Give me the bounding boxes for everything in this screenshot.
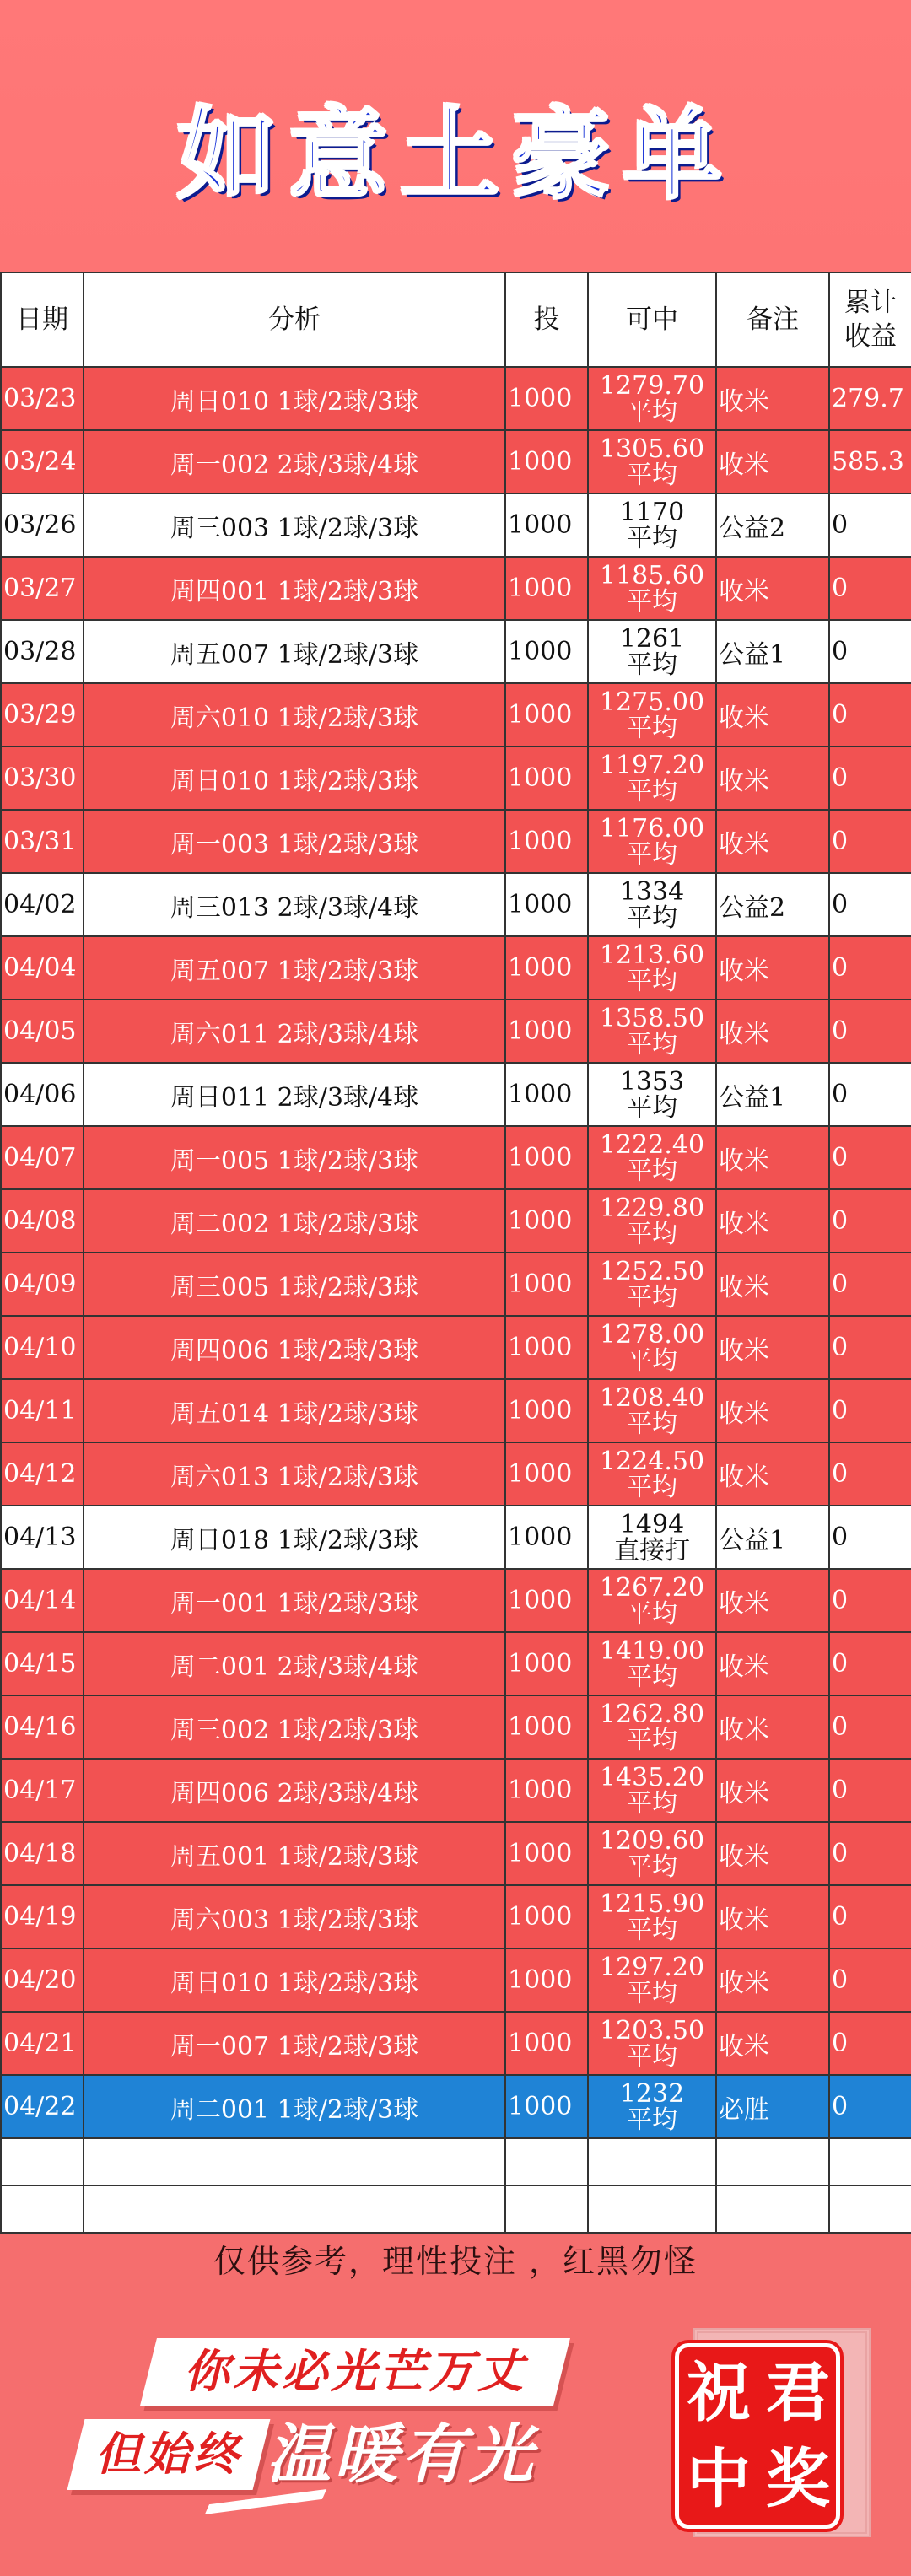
table-row	[1, 810, 911, 873]
row-date: 03/29	[1, 683, 84, 746]
row-win	[588, 1063, 716, 1126]
row-win-amount: 1494	[619, 1509, 685, 1539]
table-row	[1, 1695, 911, 1759]
row-invest: 1000	[505, 1189, 588, 1253]
row-note: 收米	[716, 1885, 829, 1948]
row-win-amount: 1213.60	[599, 940, 705, 970]
row-win-method: 平均	[627, 713, 677, 743]
row-invest: 1000	[505, 557, 588, 620]
row-win	[588, 2012, 716, 2075]
empty-cell	[84, 2185, 505, 2233]
row-note: 公益1	[716, 1063, 829, 1126]
row-date: 04/09	[1, 1253, 84, 1316]
row-win	[588, 1442, 716, 1506]
row-note: 收米	[716, 936, 829, 1000]
row-win	[588, 1126, 716, 1189]
row-win-method: 平均	[627, 1598, 677, 1629]
row-win-method: 直接打	[614, 1535, 690, 1566]
row-win-method: 平均	[627, 1662, 677, 1692]
row-win-amount: 1232	[619, 2078, 685, 2109]
row-cumulative: 0	[829, 1506, 911, 1569]
row-win	[588, 1000, 716, 1063]
row-win	[588, 1695, 716, 1759]
row-win-method: 平均	[627, 1788, 677, 1819]
row-win-method: 平均	[627, 1851, 677, 1882]
row-invest: 1000	[505, 1632, 588, 1695]
row-win-method: 平均	[627, 776, 677, 806]
row-win	[588, 1189, 716, 1253]
empty-cell	[505, 2138, 588, 2185]
row-date: 03/31	[1, 810, 84, 873]
row-note: 收米	[716, 746, 829, 810]
row-win-method: 平均	[627, 1472, 677, 1502]
row-win-amount: 1297.20	[599, 1952, 705, 1982]
table-row	[1, 1000, 911, 1063]
row-date: 04/15	[1, 1632, 84, 1695]
row-note: 收米	[716, 1632, 829, 1695]
row-note: 收米	[716, 810, 829, 873]
table-row	[1, 557, 911, 620]
table-row	[1, 683, 911, 746]
row-date: 04/11	[1, 1379, 84, 1442]
row-analysis: 周五007 1球/2球/3球	[84, 936, 505, 1000]
table-row	[1, 620, 911, 683]
header-banner	[0, 0, 911, 272]
row-invest: 1000	[505, 1442, 588, 1506]
row-win-amount: 1275.00	[599, 687, 705, 717]
row-win	[588, 493, 716, 557]
table-row	[1, 1632, 911, 1695]
slogan-line1: 你未必光芒万丈	[184, 2345, 526, 2398]
row-analysis: 周一002 2球/3球/4球	[84, 430, 505, 493]
disclaimer-text: 仅供参考，理性投注 ，红黑勿怪	[213, 2243, 698, 2280]
row-note: 收米	[716, 367, 829, 430]
row-invest: 1000	[505, 1506, 588, 1569]
row-cumulative: 0	[829, 1316, 911, 1379]
row-win	[588, 620, 716, 683]
slogan-line2a: 但始终	[95, 2428, 242, 2481]
row-date: 04/08	[1, 1189, 84, 1253]
row-cumulative: 0	[829, 1253, 911, 1316]
row-win	[588, 1506, 716, 1569]
row-win-method: 平均	[627, 1409, 677, 1439]
row-win	[588, 2075, 716, 2138]
row-note: 收米	[716, 2012, 829, 2075]
row-win	[588, 1885, 716, 1948]
row-analysis: 周三002 1球/2球/3球	[84, 1695, 505, 1759]
row-note: 收米	[716, 683, 829, 746]
row-cumulative: 0	[829, 1189, 911, 1253]
table-row	[1, 746, 911, 810]
row-note: 收米	[716, 1316, 829, 1379]
row-analysis: 周一001 1球/2球/3球	[84, 1569, 505, 1632]
row-cumulative: 0	[829, 1063, 911, 1126]
row-date: 04/21	[1, 2012, 84, 2075]
record-table	[0, 272, 911, 2234]
table-row	[1, 430, 911, 493]
row-invest: 1000	[505, 430, 588, 493]
seal-stamp	[675, 2343, 840, 2529]
table-row	[1, 1063, 911, 1126]
row-date: 04/17	[1, 1759, 84, 1822]
row-invest: 1000	[505, 620, 588, 683]
row-analysis: 周一007 1球/2球/3球	[84, 2012, 505, 2075]
empty-cell	[84, 2138, 505, 2185]
slogan-area	[0, 2294, 911, 2576]
row-cumulative: 0	[829, 873, 911, 936]
row-win-amount: 1224.50	[599, 1446, 705, 1476]
row-win-method: 平均	[627, 2104, 677, 2135]
row-win-method: 平均	[627, 1092, 677, 1123]
row-analysis: 周三003 1球/2球/3球	[84, 493, 505, 557]
row-date: 03/28	[1, 620, 84, 683]
row-win-amount: 1197.20	[599, 750, 705, 780]
row-invest: 1000	[505, 1569, 588, 1632]
table-row	[1, 1759, 911, 1822]
row-win	[588, 1379, 716, 1442]
row-note: 收米	[716, 1442, 829, 1506]
seal-char: 君	[766, 2355, 830, 2430]
slogan-line2b: 温暖有光	[267, 2417, 536, 2492]
table-row-empty	[1, 2185, 911, 2233]
row-note: 收米	[716, 1822, 829, 1885]
row-date: 04/05	[1, 1000, 84, 1063]
row-cumulative: 0	[829, 1948, 911, 2012]
row-win-amount: 1305.60	[599, 434, 705, 464]
row-invest: 1000	[505, 1885, 588, 1948]
table-row	[1, 1379, 911, 1442]
row-date: 04/12	[1, 1442, 84, 1506]
row-win-method: 平均	[627, 1725, 677, 1755]
row-win-amount: 1229.80	[599, 1193, 705, 1223]
row-cumulative: 0	[829, 746, 911, 810]
row-analysis: 周二001 1球/2球/3球	[84, 2075, 505, 2138]
table-row	[1, 1126, 911, 1189]
column-header-analysis: 分析	[84, 272, 505, 367]
row-win-method: 平均	[627, 460, 677, 490]
column-header-date: 日期	[1, 272, 84, 367]
row-date: 04/06	[1, 1063, 84, 1126]
seal-char: 中	[687, 2441, 751, 2516]
table-row	[1, 873, 911, 936]
row-cumulative: 0	[829, 1632, 911, 1695]
row-analysis: 周六011 2球/3球/4球	[84, 1000, 505, 1063]
row-invest: 1000	[505, 1948, 588, 2012]
row-date: 03/27	[1, 557, 84, 620]
row-date: 04/20	[1, 1948, 84, 2012]
column-header-win: 可中	[588, 272, 716, 367]
row-win	[588, 683, 716, 746]
row-cumulative: 0	[829, 1379, 911, 1442]
row-win-method: 平均	[627, 1029, 677, 1059]
row-analysis: 周五007 1球/2球/3球	[84, 620, 505, 683]
row-win-amount: 1208.40	[599, 1382, 705, 1413]
row-win	[588, 873, 716, 936]
row-note: 公益1	[716, 1506, 829, 1569]
row-invest: 1000	[505, 1695, 588, 1759]
row-note: 收米	[716, 1253, 829, 1316]
row-win	[588, 367, 716, 430]
row-cumulative: 0	[829, 1442, 911, 1506]
row-win	[588, 430, 716, 493]
table-row	[1, 1948, 911, 2012]
row-invest: 1000	[505, 1822, 588, 1885]
row-date: 04/19	[1, 1885, 84, 1948]
row-cumulative: 279.7	[829, 367, 911, 430]
row-invest: 1000	[505, 367, 588, 430]
row-win-amount: 1267.20	[599, 1572, 705, 1603]
slogan-line1-box	[140, 2338, 570, 2406]
row-win-amount: 1419.00	[599, 1636, 705, 1666]
row-win	[588, 1253, 716, 1316]
row-win-method: 平均	[627, 1282, 677, 1312]
row-invest: 1000	[505, 1126, 588, 1189]
empty-cell	[829, 2185, 911, 2233]
row-invest: 1000	[505, 936, 588, 1000]
row-analysis: 周一005 1球/2球/3球	[84, 1126, 505, 1189]
row-win-method: 平均	[627, 903, 677, 933]
row-win	[588, 557, 716, 620]
empty-cell	[1, 2185, 84, 2233]
row-invest: 1000	[505, 2075, 588, 2138]
row-win-method: 平均	[627, 1978, 677, 2008]
row-date: 04/07	[1, 1126, 84, 1189]
row-note: 公益2	[716, 873, 829, 936]
row-cumulative: 585.3	[829, 430, 911, 493]
row-win	[588, 746, 716, 810]
row-note: 收米	[716, 1000, 829, 1063]
row-note: 收米	[716, 1695, 829, 1759]
row-analysis: 周一003 1球/2球/3球	[84, 810, 505, 873]
column-header-invest: 投	[505, 272, 588, 367]
row-cumulative: 0	[829, 2075, 911, 2138]
row-date: 03/30	[1, 746, 84, 810]
row-cumulative: 0	[829, 1759, 911, 1822]
row-analysis: 周三013 2球/3球/4球	[84, 873, 505, 936]
row-invest: 1000	[505, 683, 588, 746]
row-analysis: 周六010 1球/2球/3球	[84, 683, 505, 746]
empty-cell	[716, 2138, 829, 2185]
table-row	[1, 1506, 911, 1569]
table-row	[1, 367, 911, 430]
row-analysis: 周四001 1球/2球/3球	[84, 557, 505, 620]
row-cumulative: 0	[829, 1822, 911, 1885]
row-cumulative: 0	[829, 493, 911, 557]
row-date: 04/22	[1, 2075, 84, 2138]
row-win-amount: 1353	[619, 1066, 685, 1097]
row-analysis: 周六013 1球/2球/3球	[84, 1442, 505, 1506]
row-invest: 1000	[505, 873, 588, 936]
row-note: 收米	[716, 430, 829, 493]
row-analysis: 周日010 1球/2球/3球	[84, 1948, 505, 2012]
seal-char: 祝	[687, 2355, 751, 2430]
empty-cell	[588, 2185, 716, 2233]
empty-cell	[1, 2138, 84, 2185]
row-invest: 1000	[505, 1000, 588, 1063]
empty-cell	[716, 2185, 829, 2233]
row-win-amount: 1222.40	[599, 1129, 705, 1160]
table-row	[1, 1253, 911, 1316]
row-win	[588, 810, 716, 873]
row-win	[588, 1632, 716, 1695]
column-header-note: 备注	[716, 272, 829, 367]
row-date: 04/10	[1, 1316, 84, 1379]
row-win-method: 平均	[627, 1345, 677, 1376]
row-cumulative: 0	[829, 1126, 911, 1189]
row-cumulative: 0	[829, 620, 911, 683]
row-win-amount: 1209.60	[599, 1825, 705, 1856]
row-date: 04/18	[1, 1822, 84, 1885]
column-header-cumulative: 累计 收益	[829, 272, 911, 367]
row-invest: 1000	[505, 746, 588, 810]
row-analysis: 周五014 1球/2球/3球	[84, 1379, 505, 1442]
table-row	[1, 2012, 911, 2075]
row-date: 03/24	[1, 430, 84, 493]
row-cumulative: 0	[829, 683, 911, 746]
row-note: 收米	[716, 557, 829, 620]
row-invest: 1000	[505, 2012, 588, 2075]
row-date: 04/16	[1, 1695, 84, 1759]
empty-cell	[505, 2185, 588, 2233]
row-cumulative: 0	[829, 1000, 911, 1063]
row-analysis: 周日010 1球/2球/3球	[84, 746, 505, 810]
empty-cell	[588, 2138, 716, 2185]
table-row	[1, 1569, 911, 1632]
row-cumulative: 0	[829, 810, 911, 873]
row-date: 04/04	[1, 936, 84, 1000]
slogan-underline-decoration	[205, 2489, 326, 2514]
row-win-amount: 1279.70	[599, 370, 705, 401]
row-note: 收米	[716, 1569, 829, 1632]
row-win-method: 平均	[627, 586, 677, 617]
row-win	[588, 1316, 716, 1379]
row-win-amount: 1334	[619, 876, 685, 907]
row-analysis: 周五001 1球/2球/3球	[84, 1822, 505, 1885]
row-cumulative: 0	[829, 936, 911, 1000]
row-analysis: 周三005 1球/2球/3球	[84, 1253, 505, 1316]
row-analysis: 周日011 2球/3球/4球	[84, 1063, 505, 1126]
row-cumulative: 0	[829, 1695, 911, 1759]
row-win-amount: 1176.00	[599, 813, 705, 843]
row-win-amount: 1203.50	[599, 2015, 705, 2045]
row-cumulative: 0	[829, 557, 911, 620]
row-win-amount: 1215.90	[599, 1889, 705, 1919]
row-note: 收米	[716, 1126, 829, 1189]
row-win-method: 平均	[627, 1915, 677, 1945]
row-analysis: 周四006 1球/2球/3球	[84, 1316, 505, 1379]
table-row	[1, 936, 911, 1000]
row-win	[588, 1759, 716, 1822]
row-date: 03/23	[1, 367, 84, 430]
seal-char: 奖	[766, 2441, 830, 2516]
row-win-method: 平均	[627, 1219, 677, 1249]
table-row	[1, 1189, 911, 1253]
table-row	[1, 1822, 911, 1885]
row-note: 收米	[716, 1948, 829, 2012]
row-note: 公益1	[716, 620, 829, 683]
page-title: 如意土豪单	[176, 96, 734, 213]
row-win-amount: 1262.80	[599, 1699, 705, 1729]
row-cumulative: 0	[829, 1885, 911, 1948]
row-note: 收米	[716, 1189, 829, 1253]
table-header-row	[1, 272, 911, 367]
row-note: 收米	[716, 1759, 829, 1822]
row-win-method: 平均	[627, 839, 677, 870]
row-note: 必胜	[716, 2075, 829, 2138]
row-date: 04/02	[1, 873, 84, 936]
row-win-amount: 1185.60	[599, 560, 705, 590]
row-analysis: 周六003 1球/2球/3球	[84, 1885, 505, 1948]
row-win	[588, 1948, 716, 2012]
row-win	[588, 1822, 716, 1885]
row-win-amount: 1435.20	[599, 1762, 705, 1792]
row-win-method: 平均	[627, 1156, 677, 1186]
table-row	[1, 493, 911, 557]
row-invest: 1000	[505, 1379, 588, 1442]
row-win-amount: 1358.50	[599, 1003, 705, 1033]
table-row	[1, 1885, 911, 1948]
row-win	[588, 1569, 716, 1632]
row-win-amount: 1170	[619, 497, 685, 527]
row-date: 04/14	[1, 1569, 84, 1632]
row-date: 03/26	[1, 493, 84, 557]
row-win-method: 平均	[627, 396, 677, 427]
row-win-method: 平均	[627, 966, 677, 996]
row-invest: 1000	[505, 1253, 588, 1316]
row-win-amount: 1261	[619, 623, 685, 654]
table-row	[1, 1316, 911, 1379]
row-invest: 1000	[505, 810, 588, 873]
row-win-method: 平均	[627, 649, 677, 680]
table-row	[1, 1442, 911, 1506]
row-analysis: 周日018 1球/2球/3球	[84, 1506, 505, 1569]
row-win-amount: 1278.00	[599, 1319, 705, 1350]
row-cumulative: 0	[829, 2012, 911, 2075]
row-note: 公益2	[716, 493, 829, 557]
row-invest: 1000	[505, 493, 588, 557]
table-row-empty	[1, 2138, 911, 2185]
row-note: 收米	[716, 1379, 829, 1442]
row-analysis: 周二001 2球/3球/4球	[84, 1632, 505, 1695]
row-analysis: 周二002 1球/2球/3球	[84, 1189, 505, 1253]
row-win-method: 平均	[627, 523, 677, 553]
row-win	[588, 936, 716, 1000]
row-win-amount: 1252.50	[599, 1256, 705, 1286]
row-analysis: 周四006 2球/3球/4球	[84, 1759, 505, 1822]
row-invest: 1000	[505, 1063, 588, 1126]
row-cumulative: 0	[829, 1569, 911, 1632]
row-analysis: 周日010 1球/2球/3球	[84, 367, 505, 430]
row-date: 04/13	[1, 1506, 84, 1569]
row-invest: 1000	[505, 1316, 588, 1379]
row-invest: 1000	[505, 1759, 588, 1822]
row-win-method: 平均	[627, 2041, 677, 2072]
table-row	[1, 2075, 911, 2138]
slogan-line2a-box	[67, 2419, 271, 2490]
empty-cell	[829, 2138, 911, 2185]
